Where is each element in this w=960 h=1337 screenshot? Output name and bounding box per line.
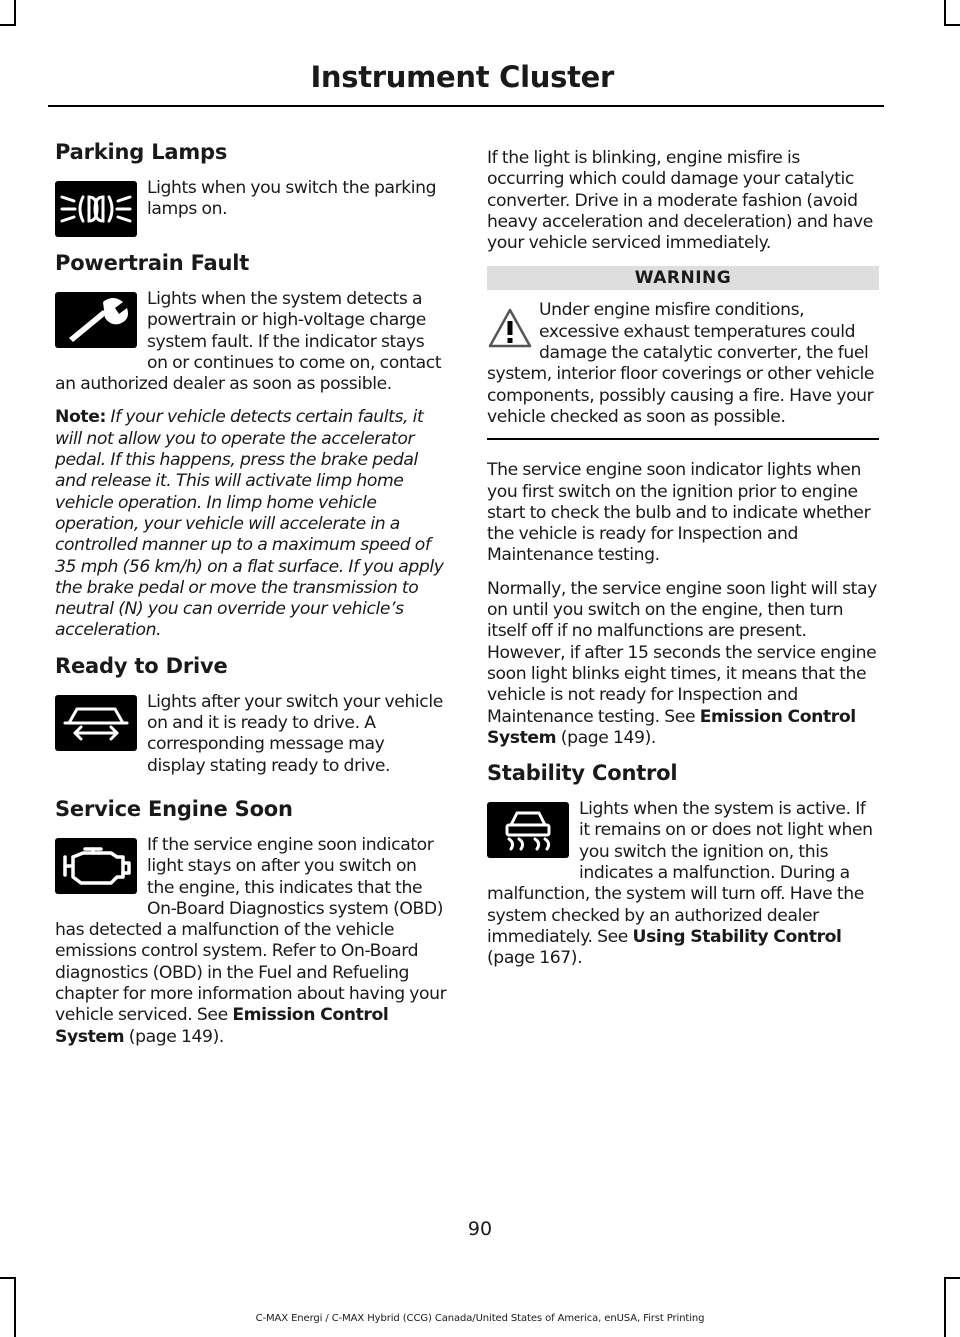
note-text: If your vehicle detects certain faults, it will not allow you to operate the accelerator pedal. If this happens, press the brake pedal and release it. This will activate limp home vehicle operation. In limp home vehicle operation, your vehicle will accelerate in a controlled manner up to a maximum speed of 35 mph (56 km/h) on a flat surface. If you apply the brake pedal or move the transmission to neutral (N) you can override your vehicle’s acceleration. xyxy=(55,407,444,641)
check-engine-icon xyxy=(55,838,137,894)
emission-control-link[interactable]: Emission Control System xyxy=(487,706,856,748)
warning-heading: WARNING xyxy=(487,266,879,290)
stability-control-body: Lights when the system is active. If it remains on or does not light when you switch the ignition on, this indicates a malfunction. During a malfunction, the system will turn off. Have the system checked by an authorized dealer immediately. See xyxy=(487,799,873,947)
header-divider xyxy=(48,105,884,107)
parking-lamps-icon xyxy=(55,181,137,237)
emission-control-link[interactable]: Emission Control System xyxy=(55,1005,389,1047)
note-label: Note: xyxy=(55,407,106,428)
normal-operation-body: Normally, the service engine soon light will stay on until you switch on the engine, then turn itself off if no malfunctions are present. However, if after 15 seconds the service engine soon light blinks eight times, it means that the vehicle is not ready for Inspection and Maintenance testing. See xyxy=(487,578,877,727)
using-stability-control-link[interactable]: Using Stability Control xyxy=(632,926,842,947)
left-column xyxy=(55,140,447,1060)
crop-mark xyxy=(944,1277,960,1279)
ready-to-drive-icon xyxy=(55,695,137,751)
crop-mark xyxy=(944,0,946,26)
section-heading-stability-control: Stability Control xyxy=(487,761,678,786)
section-heading-ready-to-drive: Ready to Drive xyxy=(55,653,228,678)
crop-mark xyxy=(944,24,960,26)
section-heading-parking-lamps: Parking Lamps xyxy=(55,140,228,164)
blinking-light-text: If the light is blinking, engine misfire is occurring which could damage your catalytic converter. Drive in a moderate fashion (avoid heavy acceleration and deceleration) and have your vehicle serviced immediately. xyxy=(487,148,873,254)
warning-box xyxy=(487,300,879,440)
section-heading-service-engine-soon: Service Engine Soon xyxy=(55,796,293,821)
powertrain-note xyxy=(55,407,447,641)
ready-to-drive-text: Lights after your switch your vehicle on and it is ready to drive. A corresponding message may display stating ready to drive. xyxy=(147,691,443,776)
indicator-lights-text: The service engine soon indicator lights when you first switch on the ignition prior to engine start to check the bulb and to indicate whether the vehicle is ready for Inspection and Maintenance testing. xyxy=(487,460,871,566)
stability-page-ref: (page 167). xyxy=(487,948,583,969)
service-page-ref: (page 149). xyxy=(124,1026,224,1047)
page-number: 90 xyxy=(467,1218,493,1240)
warning-triangle-icon xyxy=(487,304,533,352)
section-heading-powertrain-fault: Powertrain Fault xyxy=(55,251,250,275)
crop-mark xyxy=(14,1277,16,1337)
normal-operation-text xyxy=(487,579,879,749)
stability-control-icon xyxy=(487,802,569,858)
page-title: Instrument Cluster xyxy=(310,60,614,94)
crop-mark xyxy=(0,24,16,26)
parking-lamps-text: Lights when you switch the parking lamps on. xyxy=(147,178,437,220)
normal-page-ref: (page 149). xyxy=(556,727,656,748)
footer-text: C-MAX Energi / C-MAX Hybrid (CCG) Canada/United States of America, enUSA, First Printing xyxy=(255,1313,705,1324)
right-column xyxy=(487,148,879,982)
crop-mark xyxy=(14,0,16,26)
service-engine-soon-body: If the service engine soon indicator light stays on after you switch on the engine, this indicates that the On-Board Diagnostics system (OBD) has detected a malfunction of the vehicle emissions control system. Refer to On-Board diagnostics (OBD) in the Fuel and Refueling chapter for more information about having your vehicle serviced. See xyxy=(55,834,447,1026)
crop-mark xyxy=(944,1277,946,1337)
wrench-icon xyxy=(55,292,137,348)
crop-mark xyxy=(0,1277,16,1279)
warning-text: Under engine misfire conditions, excessive exhaust temperatures could damage the catalytic converter, the fuel system, interior floor coverings or other vehicle components, possibly causing a fire. Have your vehicle checked as soon as possible. xyxy=(487,300,875,427)
powertrain-fault-text: Lights when the system detects a powertrain or high-voltage charge system fault. If the indicator stays on or continues to come on, contact an authorized dealer as soon as possible. xyxy=(55,289,442,395)
